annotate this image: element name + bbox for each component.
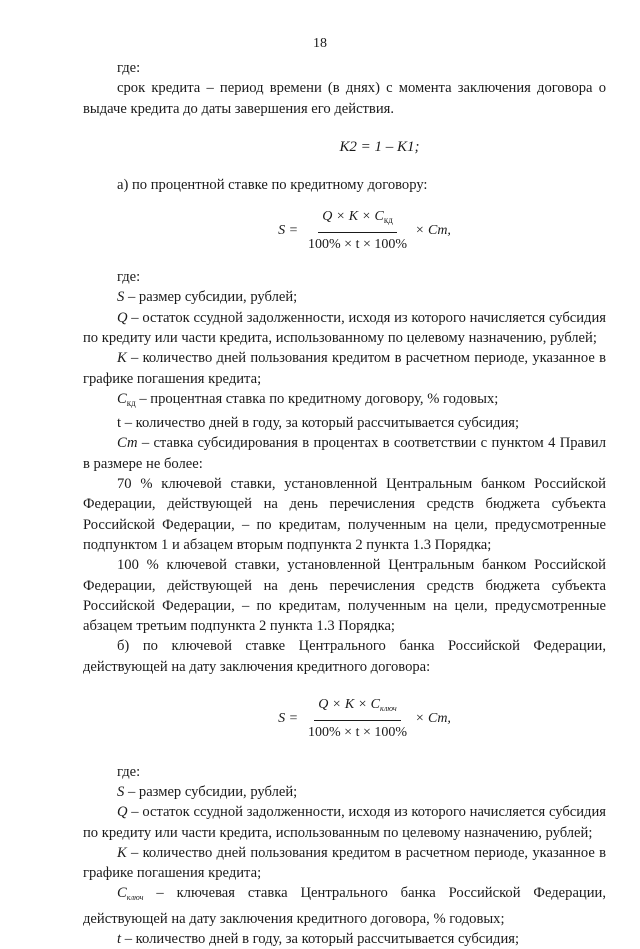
formula-b-numerator: $Q \times K \times C_{ключ}$ <box>314 695 400 721</box>
def-b-s: S – размер субсидии, рублей; <box>117 783 298 800</box>
formula-a-rhs: × Cm, <box>415 223 451 239</box>
document-body <box>83 58 606 949</box>
intro-term-definition: срок кредита – период времени (в днях) с момента заключения договора о выдаче кредита до даты завершения его действия. <box>83 80 606 117</box>
def-a-cm: Ст – ставка субсидирования в процентах в соответствии с пунктом 4 Правил в размере не более: <box>83 435 606 472</box>
formula-a-numerator: $Q \times K \times C_{кд}$ <box>318 207 397 232</box>
formula-b-denominator: 100% × t × 100% <box>308 725 408 741</box>
formula-a-lhs: S = <box>278 223 299 239</box>
def-b-t: t – количество дней в году, за который рассчитывается субсидия; <box>117 930 520 947</box>
def-a-ckd: $С_{кд}$ – процентная ставка по кредитному договору, % годовых; <box>117 390 499 408</box>
formula-b-lhs: S = <box>278 711 299 727</box>
formula-a-numerator-sub: кд <box>383 215 393 226</box>
section-a-where: где: <box>117 269 141 286</box>
formula-a <box>123 207 606 255</box>
section-b-where: где: <box>117 763 141 780</box>
section-b-title: б) по ключевой ставке Центрального банка Российской Федерации, действующей на дату заключения кредитного договора: <box>83 638 606 675</box>
page-number: 18 <box>313 36 327 51</box>
formula-k2: К2 = 1 – К1; <box>339 138 420 155</box>
formula-b-numerator-sub: ключ <box>379 704 397 714</box>
formula-a-denominator: 100% × t × 100% <box>308 236 408 252</box>
def-a-q: Q – остаток ссудной задолженности, исходя из которого начисляется субсидия по кредиту или части кредита, использованному по целевому назначению, рублей; <box>83 309 606 346</box>
def-a-s: S – размер субсидии, рублей; <box>117 289 298 306</box>
def-a-t: t – количество дней в году, за который рассчитывается субсидия; <box>117 415 520 432</box>
def-b-k: К – количество дней пользования кредитом в расчетном периоде, указанное в графике погашения кредита; <box>83 844 606 882</box>
limit-70: 70 % ключевой ставки, установленной Центральным банком Российской Федерации, действующей на день перечисления средств бюджета субъекта Российской Федерации, – по кредитам, полученным на цели, предусмотренные подпунктом 1 и абзацем вторым подпункта 2 пункта 1.3 Порядка; <box>83 476 606 553</box>
def-a-k: К – количество дней пользования кредитом в расчетном периоде, указанное в графике погашения кредита; <box>83 350 606 387</box>
formula-a-fraction <box>304 207 411 255</box>
formula-b <box>123 695 606 744</box>
formula-b-rhs: × Cm, <box>415 711 451 727</box>
def-b-ckey: $С_{ключ}$ – ключевая ставка Центрального банка Российской Федерации, действующей на дату заключения кредитного договора, % годовых; <box>83 885 606 927</box>
formula-b-fraction <box>304 695 411 744</box>
intro-where: где: <box>117 60 141 76</box>
limit-100: 100 % ключевой ставки, установленной Центральным банком Российской Федерации, действующей на день перечисления средств бюджета субъекта Российской Федерации, – по кредитам, полученным на цели, предусмотренные абзацем третьим подпункта 2 пункта 1.3 Порядка; <box>83 557 606 635</box>
section-a-title: а) по процентной ставке по кредитному договору: <box>117 177 428 194</box>
def-b-q: Q – остаток ссудной задолженности, исходя из которого начисляется субсидия по кредиту или части кредита, использованным по целевому назначению, рублей; <box>83 804 606 841</box>
